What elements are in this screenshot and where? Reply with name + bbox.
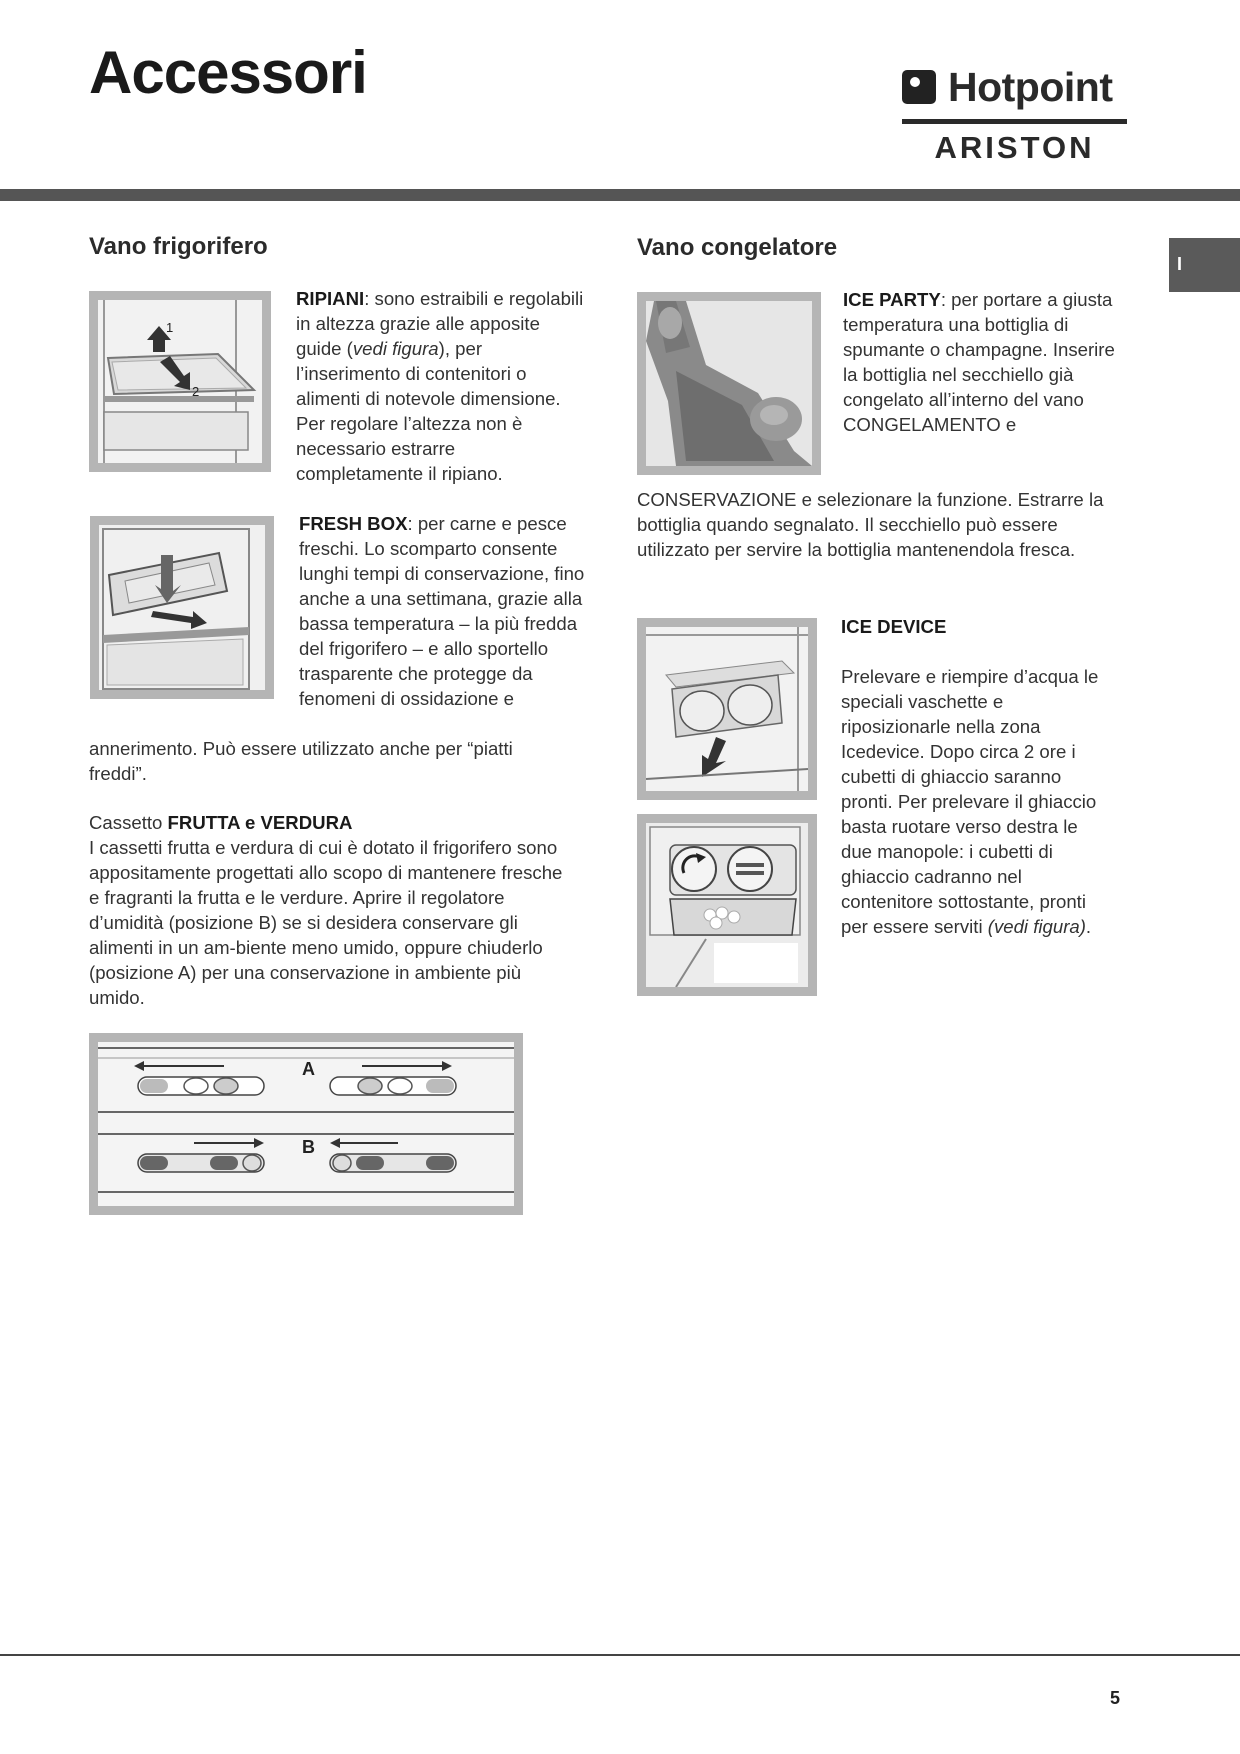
brand-name-bottom: ARISTON xyxy=(934,130,1095,165)
header-band xyxy=(0,189,1240,201)
hotpoint-logo xyxy=(902,64,1127,114)
icedevice-illustration-bottom xyxy=(646,823,808,987)
freshbox-paragraph-continued: annerimento. Può essere utilizzato anche per “piatti freddi”. xyxy=(89,738,513,784)
cassetto-label: FRUTTA e VERDURA xyxy=(167,812,353,833)
language-tab-marker xyxy=(1169,238,1240,292)
icedevice-heading xyxy=(841,614,1131,639)
cassetto-prefix: Cassetto xyxy=(89,812,168,833)
shelf-step-1-label: 1 xyxy=(166,320,174,335)
iceparty-label: ICE PARTY xyxy=(843,289,941,310)
icedevice-text-end: . xyxy=(1085,916,1092,937)
ripiani-label: RIPIANI xyxy=(296,288,365,309)
freshbox-paragraph xyxy=(299,511,589,711)
logo-divider xyxy=(902,119,1127,124)
ripiani-paragraph xyxy=(296,286,586,486)
humidity-regulator-illustration xyxy=(98,1042,514,1206)
icedevice-figure-top xyxy=(637,618,817,800)
page-number: 5 xyxy=(1110,1688,1121,1708)
iceparty-text-wrap: : per portare a giusta temperatura una bottiglia di spumante o champagne. Inserire la bottiglia nel secchiello già congelato all’interno del vano CONGELAMENTO e xyxy=(843,289,1115,435)
shelf-step-2-label: 2 xyxy=(192,384,200,399)
freezer-heading: Vano congelatore xyxy=(637,234,838,261)
language-tab-label: I xyxy=(1177,254,1183,274)
icedevice-label: ICE DEVICE xyxy=(841,616,947,637)
icedevice-figure-ref: (vedi figura) xyxy=(987,916,1086,937)
ripiani-text-1: : sono estraibili e regolabili in altezza grazie alle apposite guide ( xyxy=(296,288,584,359)
freshbox-text-wrap: : per carne e pesce freschi. Lo scomparto consente lunghi tempi di conservazione, fino anche a una settimana, grazie alla bassa temperatura – la più fredda del frigorifero – e allo sportello trasparente che protegge da fenomeni di ossidazione e xyxy=(299,513,585,709)
iceparty-illustration xyxy=(646,301,812,466)
freshbox-label: FRESH BOX xyxy=(299,513,408,534)
ripiani-link-text: vedi figura xyxy=(352,338,439,359)
shelves-illustration xyxy=(98,300,262,463)
fridge-heading: Vano frigorifero xyxy=(89,233,268,260)
hotpoint-logo-mark-icon xyxy=(902,70,936,104)
icedevice-paragraph xyxy=(841,664,1111,939)
freshbox-illustration xyxy=(99,525,265,690)
cassetto-paragraph xyxy=(89,810,574,1010)
iceparty-figure xyxy=(637,292,821,475)
cassetto-text: I cassetti frutta e verdura di cui è dotato il frigorifero sono appositamente progettati allo scopo di mantenere fresche e fragranti la frutta e le verdure. Aprire il regolatore d’umidità (posizione B) se si desidera conservare gli alimenti in un am-biente meno umido, oppure chiuderlo (posizione A) per una conservazione in ambiente più umido. xyxy=(89,837,563,1008)
footer-rule xyxy=(0,1654,1240,1656)
ripiani-text-2: ), per l’inserimento di contenitori o alimenti di notevole dimensione. Per regolare l’altezza non è necessario estrarre completamente il ripiano. xyxy=(296,338,561,484)
shelves-figure xyxy=(89,291,271,472)
iceparty-paragraph-continued: CONSERVAZIONE e selezionare la funzione. Estrarre la bottiglia quando segnalato. Il secchiello può essere utilizzato per servire la bottiglia mantenendola fresca. xyxy=(637,489,1104,560)
icedevice-illustration-top xyxy=(646,627,808,791)
position-a-label: A xyxy=(302,1059,315,1079)
icedevice-figure-bottom xyxy=(637,814,817,996)
icedevice-text: Prelevare e riempire d’acqua le speciali vaschette e riposizionarle nella zona Icedevice. Dopo circa 2 ore i cubetti di ghiaccio saranno pronti. Per prelevare il ghiaccio basta ruotare verso destra le due manopole: i cubetti di ghiaccio cadranno nel contenitore sottostante, pronti per essere serviti xyxy=(841,666,1099,937)
page-title: Accessori xyxy=(89,39,367,106)
freshbox-figure xyxy=(90,516,274,699)
humidity-regulator-figure xyxy=(89,1033,523,1215)
brand-name-top: Hotpoint xyxy=(948,64,1113,110)
position-b-label: B xyxy=(302,1137,315,1157)
iceparty-paragraph xyxy=(843,287,1133,437)
